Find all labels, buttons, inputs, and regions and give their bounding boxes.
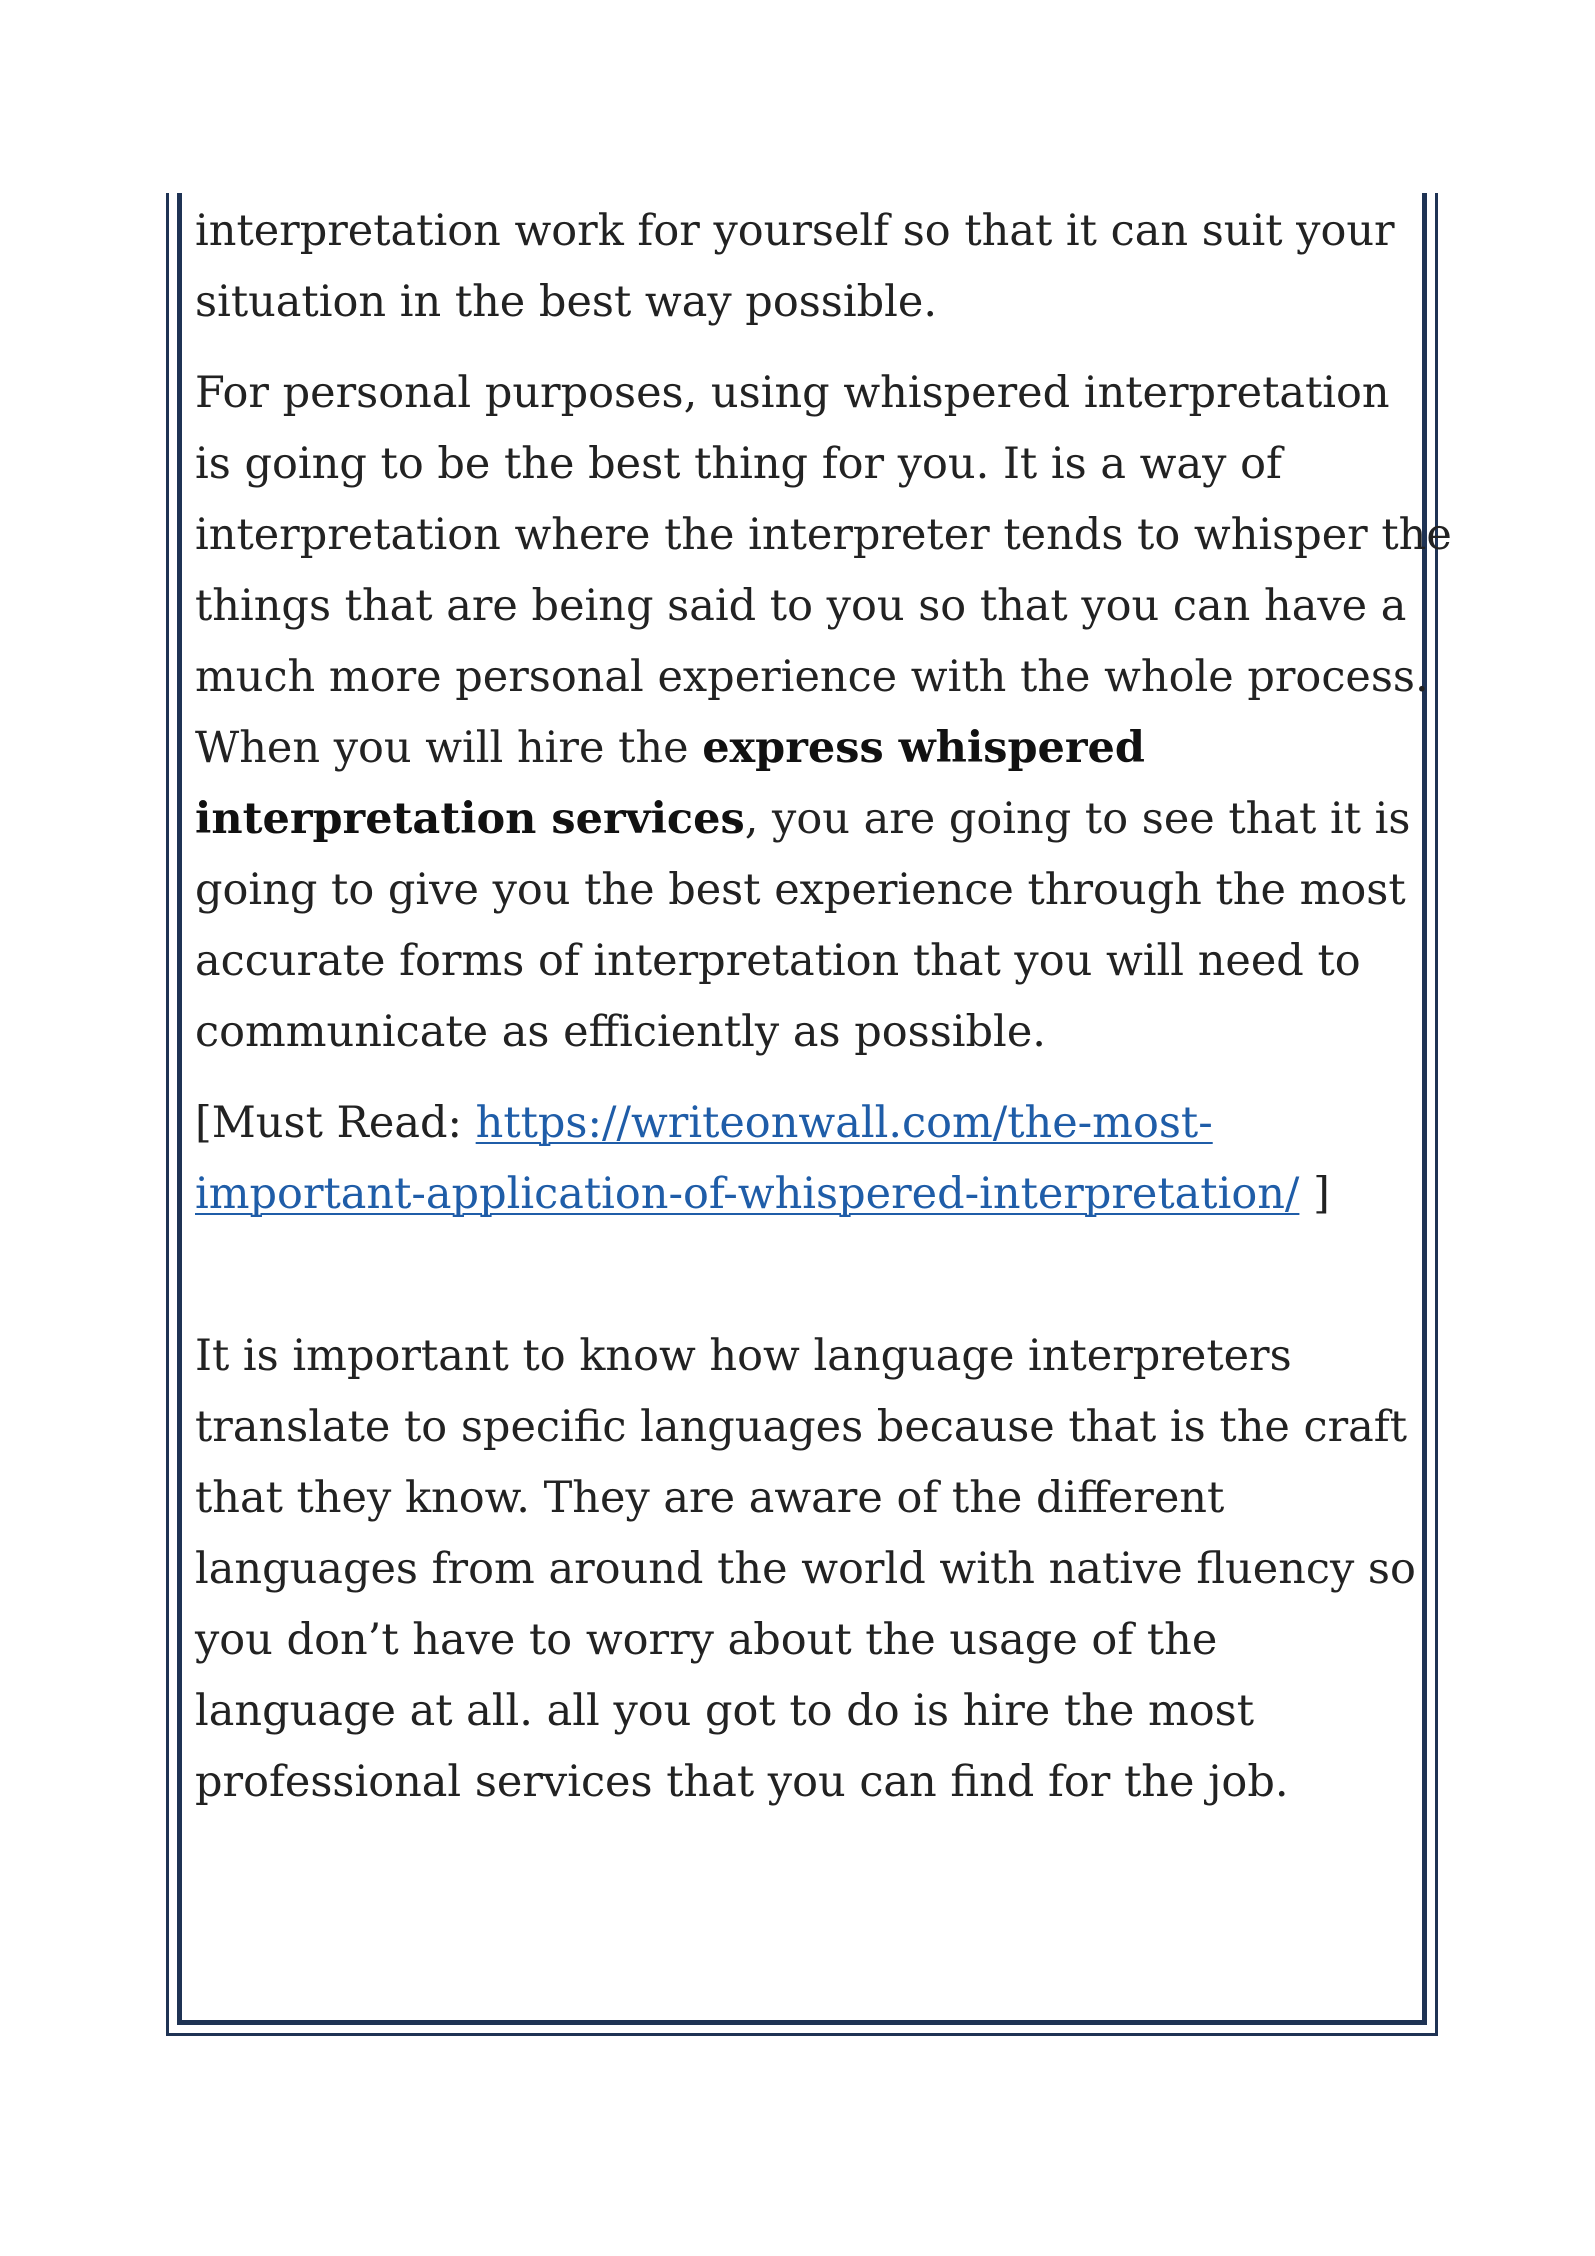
text-line: that they know. They are aware of the different — [195, 1473, 1225, 1523]
text-line: It is important to know how language interpreters — [195, 1331, 1292, 1381]
text-line: accurate forms of interpretation that you will need to — [195, 936, 1361, 986]
text-line: situation in the best way possible. — [195, 277, 938, 327]
text-line: much more personal experience with the whole process. — [195, 652, 1429, 702]
must-read-link[interactable]: https://writeonwall.com/the-most- — [475, 1098, 1213, 1148]
text-line: communicate as efficiently as possible. — [195, 1007, 1046, 1057]
text-line — [195, 713, 1425, 784]
text-segment: , you are going to see that it is — [744, 794, 1411, 844]
paragraph-language-interpreters — [195, 1321, 1425, 1818]
text-line: interpretation work for yourself so that it can suit your — [195, 206, 1395, 256]
text-line — [195, 784, 1425, 855]
text-line: interpretation where the interpreter tends to whisper the — [195, 510, 1452, 560]
text-line: language at all. all you got to do is hire the most — [195, 1686, 1254, 1736]
paragraph-continued — [195, 196, 1425, 338]
bold-keyword: express whispered — [702, 723, 1145, 773]
text-line — [195, 1159, 1425, 1230]
bold-keyword: interpretation services — [195, 794, 745, 844]
blank-line — [195, 1250, 1425, 1321]
text-line: things that are being said to you so that you can have a — [195, 581, 1407, 631]
must-read-link[interactable]: important-application-of-whispered-interpretation/ — [195, 1169, 1300, 1219]
text-line — [195, 1088, 1425, 1159]
text-segment: When you will hire the — [195, 723, 703, 773]
text-line: is going to be the best thing for you. It is a way of — [195, 439, 1282, 489]
text-line: languages from around the world with native fluency so — [195, 1544, 1416, 1594]
text-line: professional services that you can find for the job. — [195, 1757, 1289, 1807]
must-read-suffix: ] — [1299, 1169, 1330, 1219]
text-line: translate to specific languages because that is the craft — [195, 1402, 1407, 1452]
text-line: For personal purposes, using whispered interpretation — [195, 368, 1390, 418]
text-line: going to give you the best experience through the most — [195, 865, 1406, 915]
must-read-prefix: [Must Read: — [195, 1098, 476, 1148]
document-body — [195, 196, 1452, 1838]
text-line: you don’t have to worry about the usage of the — [195, 1615, 1218, 1665]
paragraph-whispered-interpretation — [195, 358, 1452, 1068]
must-read-note — [195, 1088, 1425, 1230]
